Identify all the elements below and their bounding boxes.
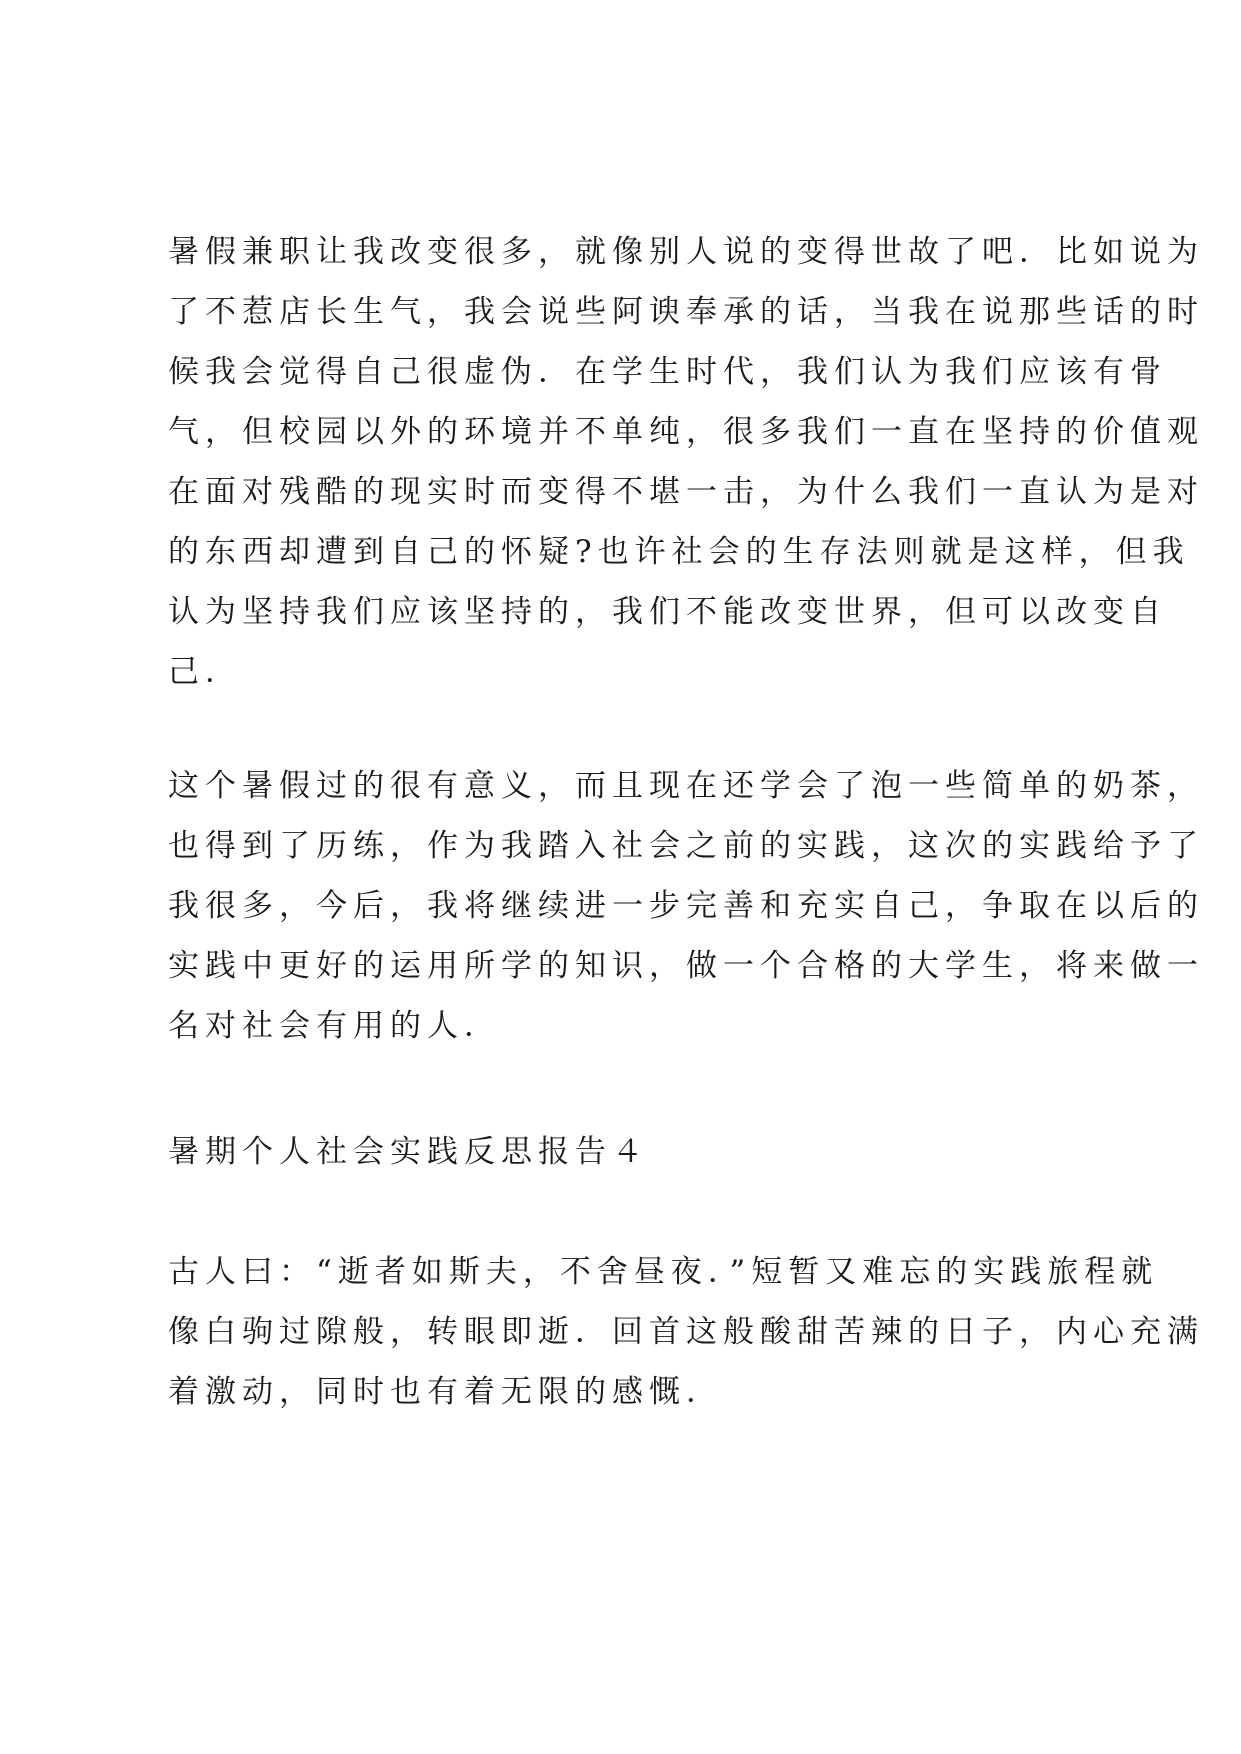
text-line: 的东西却遭到自己的怀疑?也许社会的生存法则就是这样，但我 xyxy=(168,534,1190,570)
text-line: 实践中更好的运用所学的知识，做一个合格的大学生，将来做一 xyxy=(168,948,1204,984)
text-line: 我很多，今后，我将继续进一步完善和充实自己，争取在以后的 xyxy=(168,888,1204,924)
text-line: 着激动，同时也有着无限的感慨． xyxy=(168,1374,723,1410)
section-heading xyxy=(168,1122,1088,1182)
heading-text: 暑期个人社会实践反思报告４ xyxy=(168,1134,649,1170)
text-line: 古人曰：“逝者如斯夫，不舍昼夜．”短暂又难忘的实践旅程就 xyxy=(168,1254,1159,1290)
text-line: 暑假兼职让我改变很多，就像别人说的变得世故了吧．比如说为 xyxy=(168,234,1204,270)
text-line: 气，但校园以外的环境并不单纯，很多我们一直在坚持的价值观 xyxy=(168,414,1204,450)
text-line: 己． xyxy=(168,654,242,690)
text-line: 候我会觉得自己很虚伪．在学生时代，我们认为我们应该有骨 xyxy=(168,354,1167,390)
document-page xyxy=(168,222,1204,1422)
text-line: 了不惹店长生气，我会说些阿谀奉承的话，当我在说那些话的时 xyxy=(168,294,1204,330)
text-line: 名对社会有用的人． xyxy=(168,1008,501,1044)
text-line: 认为坚持我们应该坚持的，我们不能改变世界，但可以改变自 xyxy=(168,594,1167,630)
paragraph-3 xyxy=(168,1242,1204,1422)
paragraph-2 xyxy=(168,756,1204,1056)
text-line: 在面对残酷的现实时而变得不堪一击，为什么我们一直认为是对 xyxy=(168,474,1204,510)
text-line: 这个暑假过的很有意义，而且现在还学会了泡一些简单的奶茶， xyxy=(168,768,1204,804)
text-line: 也得到了历练，作为我踏入社会之前的实践，这次的实践给予了 xyxy=(168,828,1204,864)
text-line: 像白驹过隙般，转眼即逝．回首这般酸甜苦辣的日子，内心充满 xyxy=(168,1314,1204,1350)
paragraph-1 xyxy=(168,222,1204,702)
